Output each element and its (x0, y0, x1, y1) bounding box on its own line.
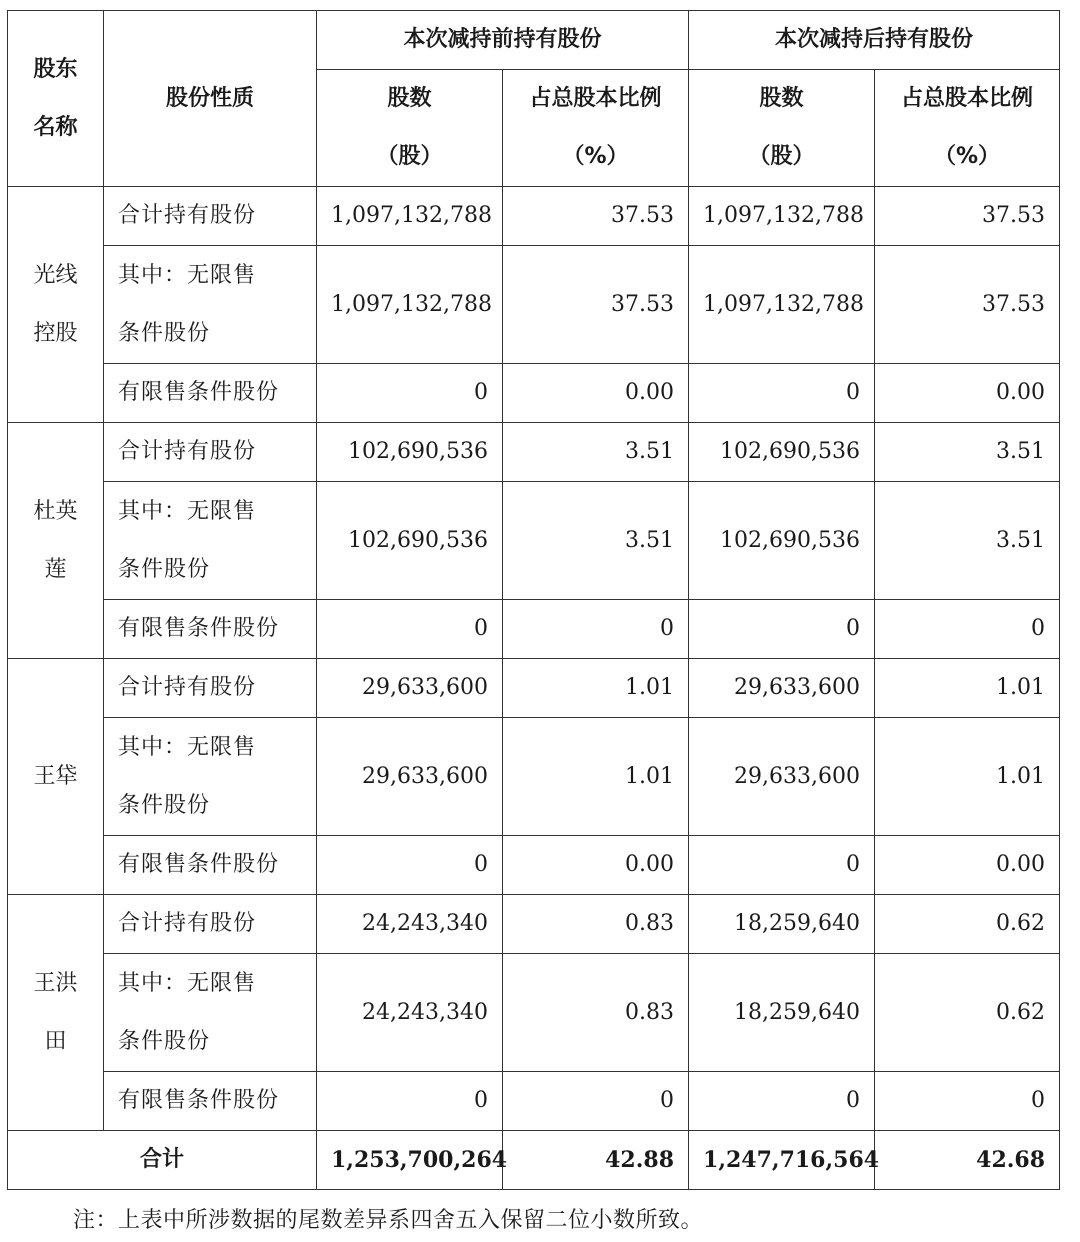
before-shares: 102,690,536 (317, 423, 503, 482)
share-type-line: 条件股份 (118, 320, 211, 346)
before-shares: 0 (317, 1072, 503, 1131)
total-row (8, 1131, 1060, 1190)
before-shares: 0 (317, 600, 503, 659)
share-type-line: 条件股份 (118, 556, 211, 582)
shareholder-name-line: 王牮 (33, 763, 78, 789)
before-shares: 29,633,600 (317, 659, 503, 718)
share-type: 有限售条件股份 (104, 836, 317, 895)
table-footnote: 注：上表中所涉数据的尾数差异系四舍五入保留二位小数所致。 (73, 1208, 704, 1233)
share-type: 合计持有股份 (104, 659, 317, 718)
header-after-shares (689, 70, 875, 187)
shareholder-name-line: 光线 (33, 262, 78, 288)
before-ratio: 3.51 (503, 482, 689, 600)
before-shares: 24,243,340 (317, 954, 503, 1072)
after-ratio: 0.62 (875, 895, 1060, 954)
table-row (8, 954, 1060, 1072)
after-shares: 29,633,600 (689, 659, 875, 718)
after-shares: 1,097,132,788 (689, 187, 875, 246)
table-row (8, 895, 1060, 954)
shareholder-name (8, 659, 104, 895)
after-shares: 102,690,536 (689, 482, 875, 600)
table-row (8, 364, 1060, 423)
before-ratio: 0.83 (503, 895, 689, 954)
after-ratio: 1.01 (875, 659, 1060, 718)
table-row (8, 246, 1060, 364)
before-shares: 0 (317, 836, 503, 895)
table-row (8, 600, 1060, 659)
before-ratio: 0 (503, 1072, 689, 1131)
total-label: 合计 (8, 1131, 317, 1190)
after-ratio: 3.51 (875, 482, 1060, 600)
after-shares: 0 (689, 836, 875, 895)
shareholder-name (8, 895, 104, 1131)
header-shareholder-name-line2: 名称 (33, 114, 78, 140)
after-ratio: 3.51 (875, 423, 1060, 482)
share-type: 合计持有股份 (104, 895, 317, 954)
share-type (104, 246, 317, 364)
before-ratio: 37.53 (503, 187, 689, 246)
share-type (104, 482, 317, 600)
before-shares: 102,690,536 (317, 482, 503, 600)
table-row (8, 836, 1060, 895)
shareholder-name-line: 杜英 (33, 498, 78, 524)
header-ratio-label: 占总股本比例 (529, 86, 662, 111)
table-row (8, 423, 1060, 482)
after-ratio: 0 (875, 1072, 1060, 1131)
share-type (104, 954, 317, 1072)
before-ratio: 37.53 (503, 246, 689, 364)
after-shares: 1,097,132,788 (689, 246, 875, 364)
share-type (104, 718, 317, 836)
share-type-line: 其中：无限售 (118, 498, 257, 524)
share-type: 有限售条件股份 (104, 364, 317, 423)
after-ratio: 37.53 (875, 246, 1060, 364)
total-before-ratio: 42.88 (503, 1131, 689, 1190)
header-before-reduction: 本次减持前持有股份 (317, 11, 689, 70)
header-ratio-unit: （%） (934, 144, 1001, 169)
table-row (8, 482, 1060, 600)
total-after-shares: 1,247,716,564 (689, 1131, 875, 1190)
after-shares: 0 (689, 1072, 875, 1131)
before-ratio: 0 (503, 600, 689, 659)
header-before-shares (317, 70, 503, 187)
header-ratio-unit: （%） (562, 144, 629, 169)
shareholder-name-line: 莲 (44, 556, 67, 582)
shareholding-table (7, 10, 1060, 1190)
header-shares-label: 股数 (387, 86, 432, 111)
share-type-line: 其中：无限售 (118, 970, 257, 996)
after-ratio: 0.00 (875, 364, 1060, 423)
shareholder-name (8, 423, 104, 659)
before-shares: 1,097,132,788 (317, 187, 503, 246)
before-ratio: 0.83 (503, 954, 689, 1072)
after-shares: 18,259,640 (689, 895, 875, 954)
share-type: 有限售条件股份 (104, 600, 317, 659)
header-share-type: 股份性质 (104, 11, 317, 187)
header-shares-unit: （股） (748, 144, 815, 169)
before-shares: 29,633,600 (317, 718, 503, 836)
shareholder-name-line: 田 (44, 1028, 67, 1054)
header-shares-unit: （股） (376, 144, 443, 169)
before-ratio: 1.01 (503, 659, 689, 718)
before-ratio: 0.00 (503, 836, 689, 895)
share-type: 合计持有股份 (104, 423, 317, 482)
after-ratio: 37.53 (875, 187, 1060, 246)
after-shares: 18,259,640 (689, 954, 875, 1072)
before-ratio: 1.01 (503, 718, 689, 836)
header-shares-label: 股数 (759, 86, 804, 111)
header-after-reduction: 本次减持后持有股份 (689, 11, 1060, 70)
after-shares: 29,633,600 (689, 718, 875, 836)
share-type-line: 条件股份 (118, 792, 211, 818)
table-row (8, 718, 1060, 836)
before-ratio: 3.51 (503, 423, 689, 482)
before-shares: 0 (317, 364, 503, 423)
header-after-ratio (875, 70, 1060, 187)
share-type: 合计持有股份 (104, 187, 317, 246)
after-ratio: 1.01 (875, 718, 1060, 836)
header-before-ratio (503, 70, 689, 187)
share-type-line: 其中：无限售 (118, 262, 257, 288)
header-shareholder-name (8, 11, 104, 187)
before-ratio: 0.00 (503, 364, 689, 423)
shareholder-name-line: 王洪 (33, 970, 78, 996)
total-before-shares: 1,253,700,264 (317, 1131, 503, 1190)
shareholder-name (8, 187, 104, 423)
after-ratio: 0 (875, 600, 1060, 659)
table-row (8, 187, 1060, 246)
after-shares: 102,690,536 (689, 423, 875, 482)
after-shares: 0 (689, 364, 875, 423)
shareholder-name-line: 控股 (33, 320, 78, 346)
table-body (8, 187, 1060, 1131)
table-row (8, 659, 1060, 718)
after-shares: 0 (689, 600, 875, 659)
share-type-line: 其中：无限售 (118, 734, 257, 760)
header-ratio-label: 占总股本比例 (901, 86, 1034, 111)
header-shareholder-name-line1: 股东 (33, 56, 78, 82)
before-shares: 24,243,340 (317, 895, 503, 954)
total-after-ratio: 42.68 (875, 1131, 1060, 1190)
before-shares: 1,097,132,788 (317, 246, 503, 364)
after-ratio: 0.00 (875, 836, 1060, 895)
table-row (8, 1072, 1060, 1131)
after-ratio: 0.62 (875, 954, 1060, 1072)
share-type-line: 条件股份 (118, 1028, 211, 1054)
share-type: 有限售条件股份 (104, 1072, 317, 1131)
